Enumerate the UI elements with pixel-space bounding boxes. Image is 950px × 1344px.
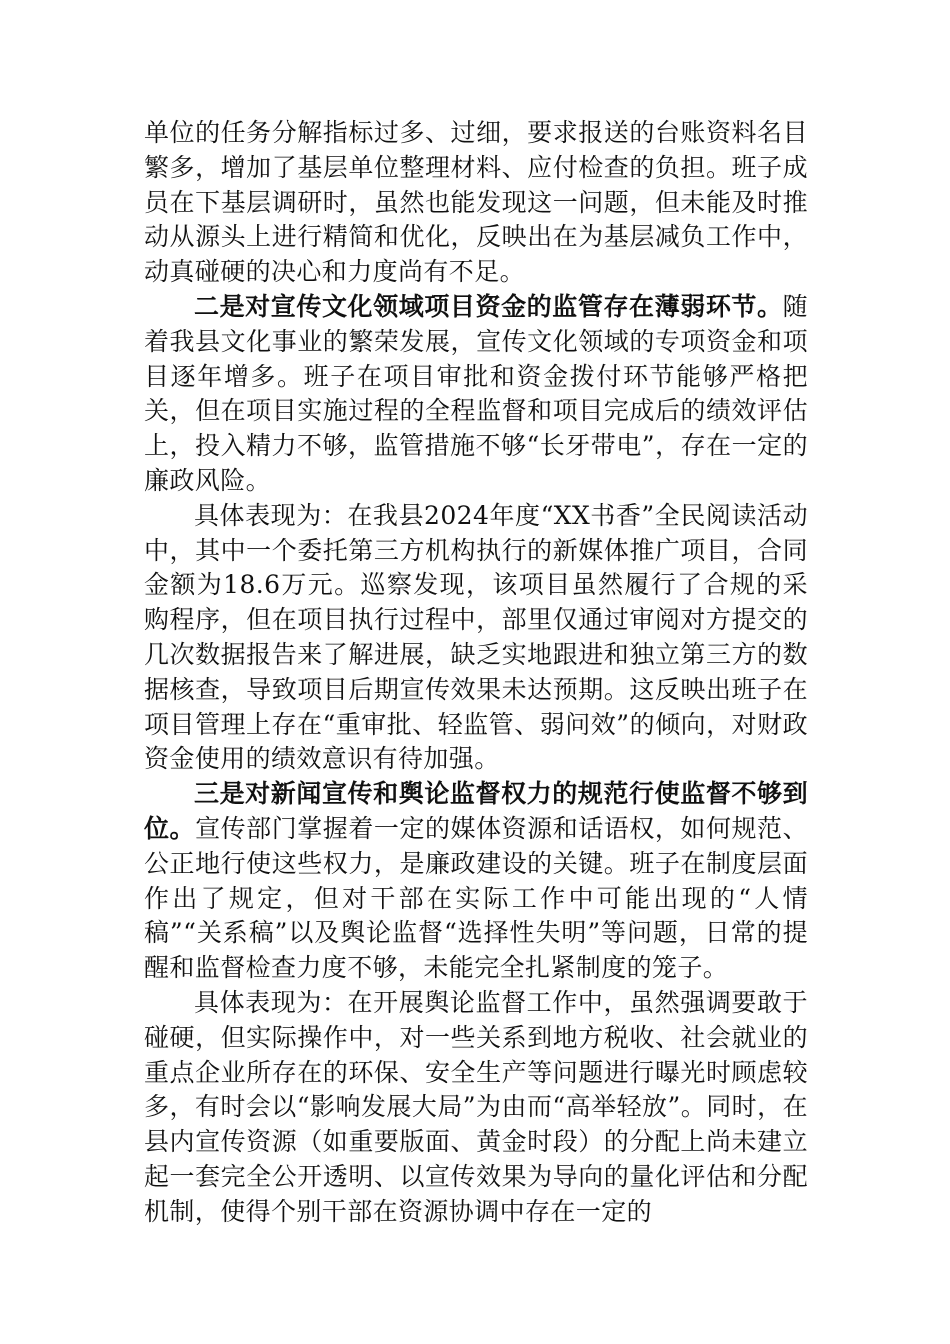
paragraph-text: 宣传部门掌握着一定的媒体资源和话语权，如何规范、公正地行使这些权力，是廉政建设的关键。班子在制度层面作出了规定，但对干部在实际工作中可能出现的“人情稿”“关系稿”以及舆论监督“选择性失明”等问题，日常的提醒和监督检查力度不够，未能完全扎紧制度的笼子。 — [144, 813, 808, 983]
paragraph-text: 随着我县文化事业的繁荣发展，宣传文化领域的专项资金和项目逐年增多。班子在项目审批和资金拨付环节能够严格把关，但在项目实施过程的全程监督和项目完成后的绩效评估上，投入精力不够，监管措施不够“长牙带电”，存在一定的廉政风险。 — [144, 291, 808, 495]
paragraph-text: 具体表现为：在我县2024年度“XX书香”全民阅读活动中，其中一个委托第三方机构执行的新媒体推广项目，合同金额为18.6万元。巡察发现，该项目虽然履行了合规的采购程序，但在项目执行过程中，部里仅通过审阅对方提交的几次数据报告来了解进展，缺乏实地跟进和独立第三方的数据核查，导致项目后期宣传效果未达预期。这反映出班子在项目管理上存在“重审批、轻监管、弱问效”的倾向，对财政资金使用的绩效意识有待加强。 — [144, 500, 808, 774]
paragraph-detail-three — [144, 986, 808, 1230]
paragraph-text: 单位的任务分解指标过多、过细，要求报送的台账资料名目繁多，增加了基层单位整理材料、应付检查的负担。班子成员在下基层调研时，虽然也能发现这一问题，但未能及时推动从源头上进行精简和优化，反映出在为基层减负工作中，动真碰硬的决心和力度尚有不足。 — [144, 118, 808, 287]
paragraph-heading: 三是对新闻宣传和舆论监督权力的规范行使监督不够到位。 — [144, 779, 808, 843]
paragraph-heading: 二是对宣传文化领域项目资金的监管存在薄弱环节。 — [194, 291, 783, 321]
document-body — [144, 116, 808, 1230]
paragraph-item-three — [144, 777, 808, 986]
paragraph-text: 具体表现为：在开展舆论监督工作中，虽然强调要敢于碰硬，但实际操作中，对一些关系到地方税收、社会就业的重点企业所存在的环保、安全生产等问题进行曝光时顾虑较多，有时会以“影响发展大局”为由而“高举轻放”。同时，在县内宣传资源（如重要版面、黄金时段）的分配上尚未建立起一套完全公开透明、以宣传效果为导向的量化评估和分配机制，使得个别干部在资源协调中存在一定的 — [144, 987, 808, 1226]
paragraph-detail-two — [144, 499, 808, 777]
paragraph-continuation — [144, 116, 808, 290]
paragraph-item-two — [144, 290, 808, 499]
